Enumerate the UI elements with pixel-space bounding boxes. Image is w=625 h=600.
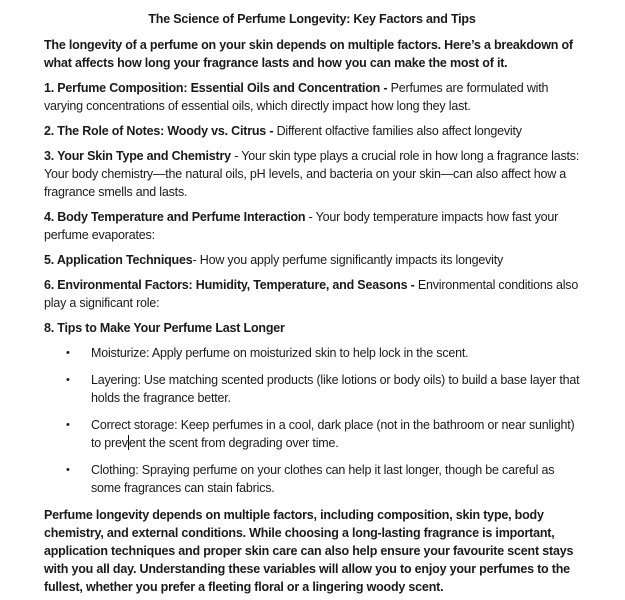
tip-text-after-cursor: ent the scent from degrading over time. [128, 436, 339, 450]
tips-list [44, 344, 580, 497]
conclusion-paragraph[interactable]: Perfume longevity depends on multiple factors, including composition, skin type, body chemistry, and external conditions. While choosing a long-lasting fragrance is important, application techniques and proper skin care can also help ensure your favourite scent stays with you all day. Understanding these variables will allow you to enjoy your perfumes to the fullest, whether you prefer a fleeting floral or a lingering woody scent. [44, 508, 574, 594]
section-5-text: - How you apply perfume significantly impacts its longevity [192, 253, 504, 267]
section-3-heading: 3. Your Skin Type and Chemistry [44, 149, 231, 163]
section-2-text: Different olfactive families also affect longevity [276, 124, 522, 138]
section-6-heading: 6. Environmental Factors: Humidity, Temperature, and Seasons - [44, 278, 418, 292]
list-item-layering[interactable] [44, 371, 580, 407]
intro-paragraph[interactable]: The longevity of a perfume on your skin depends on multiple factors. Here’s a breakdown of what affects how long your fragrance lasts and how you can make the most of it. [44, 38, 573, 70]
document-title: The Science of Perfume Longevity: Key Factors and Tips [148, 12, 476, 26]
list-item-correct-storage[interactable] [44, 416, 580, 452]
tip-text: Moisturize: Apply perfume on moisturized skin to help lock in the scent. [91, 346, 469, 360]
section-paragraph-4[interactable] [44, 208, 580, 244]
section-paragraph-5[interactable] [44, 251, 580, 269]
list-item-moisturize[interactable] [44, 344, 580, 362]
section-2-heading: 2. The Role of Notes: Woody vs. Citrus - [44, 124, 277, 138]
section-1-heading: 1. Perfume Composition: Essential Oils and Concentration - [44, 81, 391, 95]
bullet-icon: • [66, 464, 70, 476]
section-8-heading: 8. Tips to Make Your Perfume Last Longer [44, 321, 285, 335]
section-1-text: Perfumes are formulated with varying concentrations of essential oils, which directly impact how long they last. [44, 81, 549, 113]
bullet-icon: • [66, 347, 70, 359]
tip-text: Layering: Use matching scented products (like lotions or body oils) to build a base layer that holds the fragrance better. [91, 373, 580, 405]
bullet-icon: • [66, 419, 70, 431]
list-item-clothing[interactable] [44, 461, 580, 497]
section-4-heading: 4. Body Temperature and Perfume Interaction [44, 210, 306, 224]
section-paragraph-1[interactable] [44, 79, 580, 115]
tip-text-before-cursor: Correct storage: Keep perfumes in a cool, dark place (not in the bathroom or near sunlight) to prev [91, 418, 575, 450]
section-paragraph-8[interactable] [44, 319, 580, 337]
section-6-text: Environmental conditions also play a significant role: [44, 278, 579, 310]
bullet-icon: • [66, 374, 70, 386]
section-4-text: - Your body temperature impacts how fast your perfume evaporates: [44, 210, 559, 242]
section-paragraph-2[interactable] [44, 122, 580, 140]
section-3-text: - Your skin type plays a crucial role in how long a fragrance lasts: Your body chemistry—the natural oils, pH levels, and bacteria on your skin—can also affect how a fragrance smells and lasts. [44, 149, 580, 199]
section-paragraph-3[interactable] [44, 147, 580, 201]
section-5-heading: 5. Application Techniques [44, 253, 193, 267]
tip-text: Clothing: Spraying perfume on your clothes can help it last longer, though be careful as some fragrances can stain fabrics. [91, 463, 555, 495]
section-paragraph-6[interactable] [44, 276, 580, 312]
